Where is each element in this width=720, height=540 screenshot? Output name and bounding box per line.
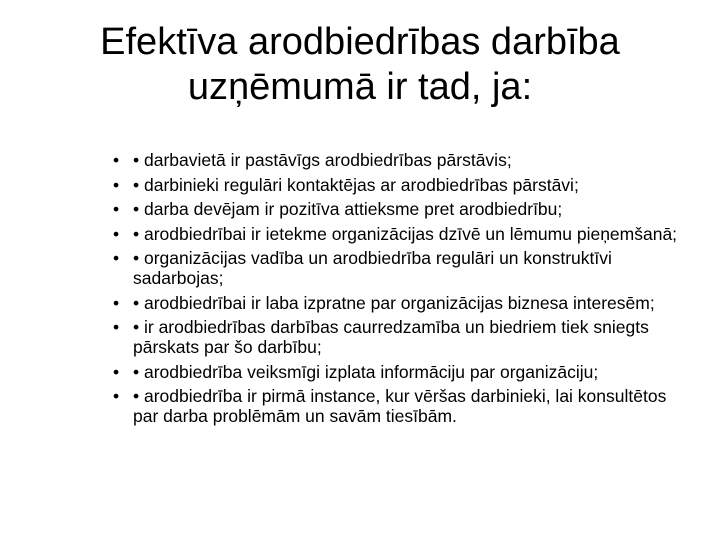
slide-title-line-1: Efektīva arodbiedrības darbība <box>100 21 620 63</box>
bullet-item: • • arodbiedrībai ir laba izpratne par organizācijas biznesa interesēm; <box>113 293 693 313</box>
bullet-item: • • darbinieki regulāri kontaktējas ar arodbiedrības pārstāvi; <box>113 175 693 195</box>
bullet-item: • • arodbiedrība veiksmīgi izplata informāciju par organizāciju; <box>113 362 693 382</box>
bullet-item: • • arodbiedrība ir pirmā instance, kur vēršas darbinieki, lai konsultētos par darba problēmām un savām tiesībām. <box>113 386 693 426</box>
bullet-list <box>113 150 693 431</box>
slide-title-line-2: uzņēmumā ir tad, ja: <box>187 66 533 108</box>
bullet-item: • • darba devējam ir pozitīva attieksme pret arodbiedrību; <box>113 199 693 219</box>
bullet-item: • • ir arodbiedrības darbības caurredzamība un biedriem tiek sniegts pārskats par šo darbību; <box>113 317 693 357</box>
slide-title <box>20 20 700 110</box>
bullet-item: • • darbavietā ir pastāvīgs arodbiedrības pārstāvis; <box>113 150 693 170</box>
bullet-item: • • arodbiedrībai ir ietekme organizācijas dzīvē un lēmumu pieņemšanā; <box>113 224 693 244</box>
bullet-item: • • organizācijas vadība un arodbiedrība regulāri un konstruktīvi sadarbojas; <box>113 248 693 288</box>
